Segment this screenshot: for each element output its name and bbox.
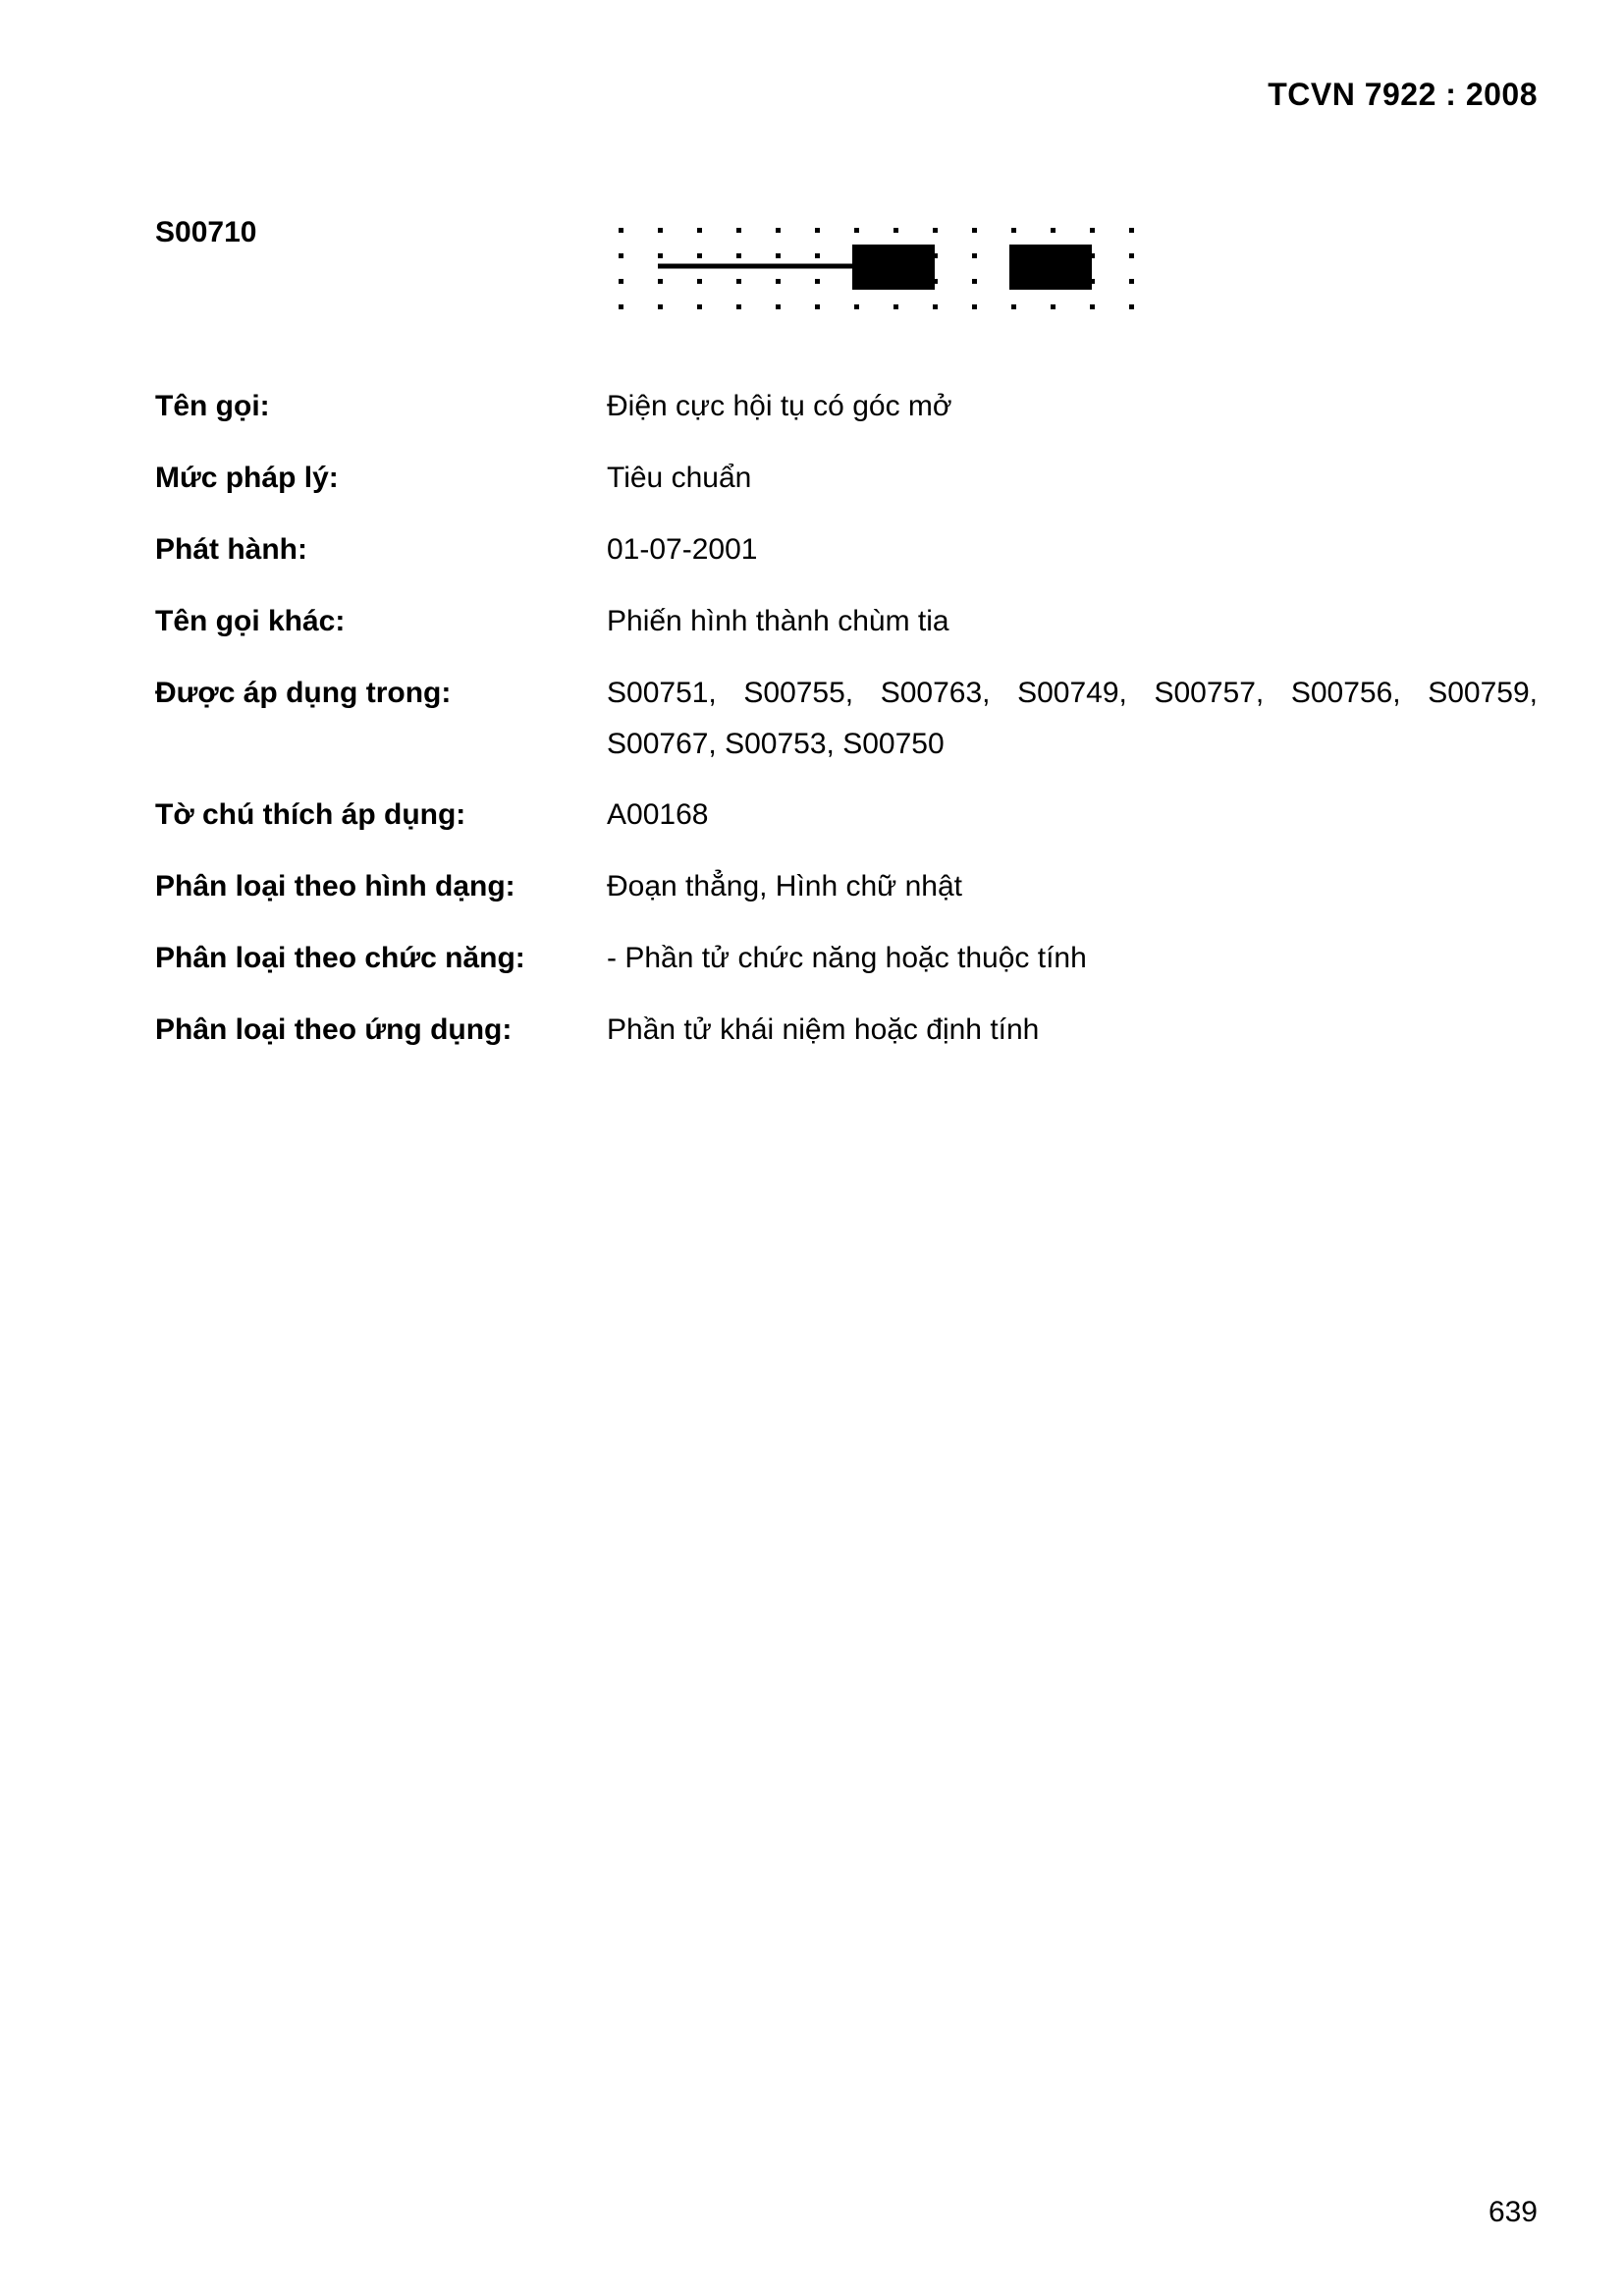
grid-dot xyxy=(1129,228,1134,233)
grid-dot xyxy=(1090,228,1095,233)
field-value: Phiến hình thành chùm tia xyxy=(607,605,949,637)
grid-dot xyxy=(1129,279,1134,284)
grid-dot xyxy=(658,253,663,258)
grid-dot xyxy=(972,228,977,233)
field-label: Phân loại theo ứng dụng: xyxy=(155,1013,513,1046)
field-row-shape-class xyxy=(155,861,1538,912)
field-value: Đoạn thẳng, Hình chữ nhật xyxy=(607,870,962,902)
field-label: Tên gọi khác: xyxy=(155,605,346,637)
field-row-name xyxy=(155,381,1538,432)
field-row-other-name xyxy=(155,596,1538,647)
electrode-symbol-graphic xyxy=(609,220,1139,357)
field-value: 01-07-2001 xyxy=(607,533,758,566)
field-value: Phần tử khái niệm hoặc định tính xyxy=(607,1013,1040,1046)
grid-dot xyxy=(697,304,702,309)
field-row-applied-in xyxy=(155,668,1538,770)
grid-dot xyxy=(1129,304,1134,309)
field-row-legal-level xyxy=(155,453,1538,504)
grid-dot xyxy=(776,228,781,233)
field-label: Mức pháp lý: xyxy=(155,462,339,494)
field-label: Được áp dụng trong: xyxy=(155,677,452,709)
grid-dot xyxy=(619,279,623,284)
grid-dot xyxy=(815,228,820,233)
field-value: Tiêu chuẩn xyxy=(607,462,752,494)
field-value: Điện cực hội tụ có góc mở xyxy=(607,390,952,422)
standard-header: TCVN 7922 : 2008 xyxy=(1268,77,1538,112)
symbol-rect-left xyxy=(852,245,935,290)
grid-dot xyxy=(972,253,977,258)
grid-dot xyxy=(854,304,859,309)
grid-dot xyxy=(697,279,702,284)
field-label: Tên gọi: xyxy=(155,390,270,422)
grid-dot xyxy=(736,279,741,284)
grid-dot xyxy=(697,253,702,258)
symbol-rect-right xyxy=(1009,245,1092,290)
grid-dot xyxy=(854,228,859,233)
field-value: S00751, S00755, S00763, S00749, S00757, S00756, S00759, S00767, S00753, S00750 xyxy=(607,677,1538,760)
grid-dot xyxy=(933,304,938,309)
grid-dot xyxy=(736,304,741,309)
field-row-application-class xyxy=(155,1005,1538,1056)
grid-dot xyxy=(893,228,898,233)
grid-dot xyxy=(1090,304,1095,309)
grid-dot xyxy=(1011,304,1016,309)
grid-dot xyxy=(776,253,781,258)
grid-dot xyxy=(619,253,623,258)
grid-dot xyxy=(658,304,663,309)
grid-dot xyxy=(972,279,977,284)
field-value: - Phần tử chức năng hoặc thuộc tính xyxy=(607,942,1087,974)
grid-dot xyxy=(736,228,741,233)
grid-dot xyxy=(736,253,741,258)
grid-dot xyxy=(1129,253,1134,258)
grid-dot xyxy=(776,279,781,284)
grid-dot xyxy=(619,304,623,309)
field-label: Tờ chú thích áp dụng: xyxy=(155,798,466,831)
grid-dot xyxy=(815,253,820,258)
field-label: Phân loại theo hình dạng: xyxy=(155,870,515,902)
grid-dot xyxy=(815,279,820,284)
field-row-issued xyxy=(155,524,1538,575)
grid-dot xyxy=(972,304,977,309)
field-label: Phân loại theo chức năng: xyxy=(155,942,525,974)
grid-dot xyxy=(697,228,702,233)
field-label: Phát hành: xyxy=(155,533,307,566)
field-row-function-class xyxy=(155,933,1538,984)
symbol-code: S00710 xyxy=(155,216,257,248)
grid-dot xyxy=(658,279,663,284)
grid-dot xyxy=(1051,304,1056,309)
page-number: 639 xyxy=(1488,2196,1538,2228)
grid-dot xyxy=(1051,228,1056,233)
grid-dot xyxy=(776,304,781,309)
grid-dot xyxy=(1011,228,1016,233)
grid-dot xyxy=(893,304,898,309)
grid-dot xyxy=(815,304,820,309)
grid-dot xyxy=(619,228,623,233)
field-value: A00168 xyxy=(607,798,709,831)
grid-dot xyxy=(658,228,663,233)
grid-dot xyxy=(933,228,938,233)
field-row-annotation-sheet xyxy=(155,790,1538,841)
